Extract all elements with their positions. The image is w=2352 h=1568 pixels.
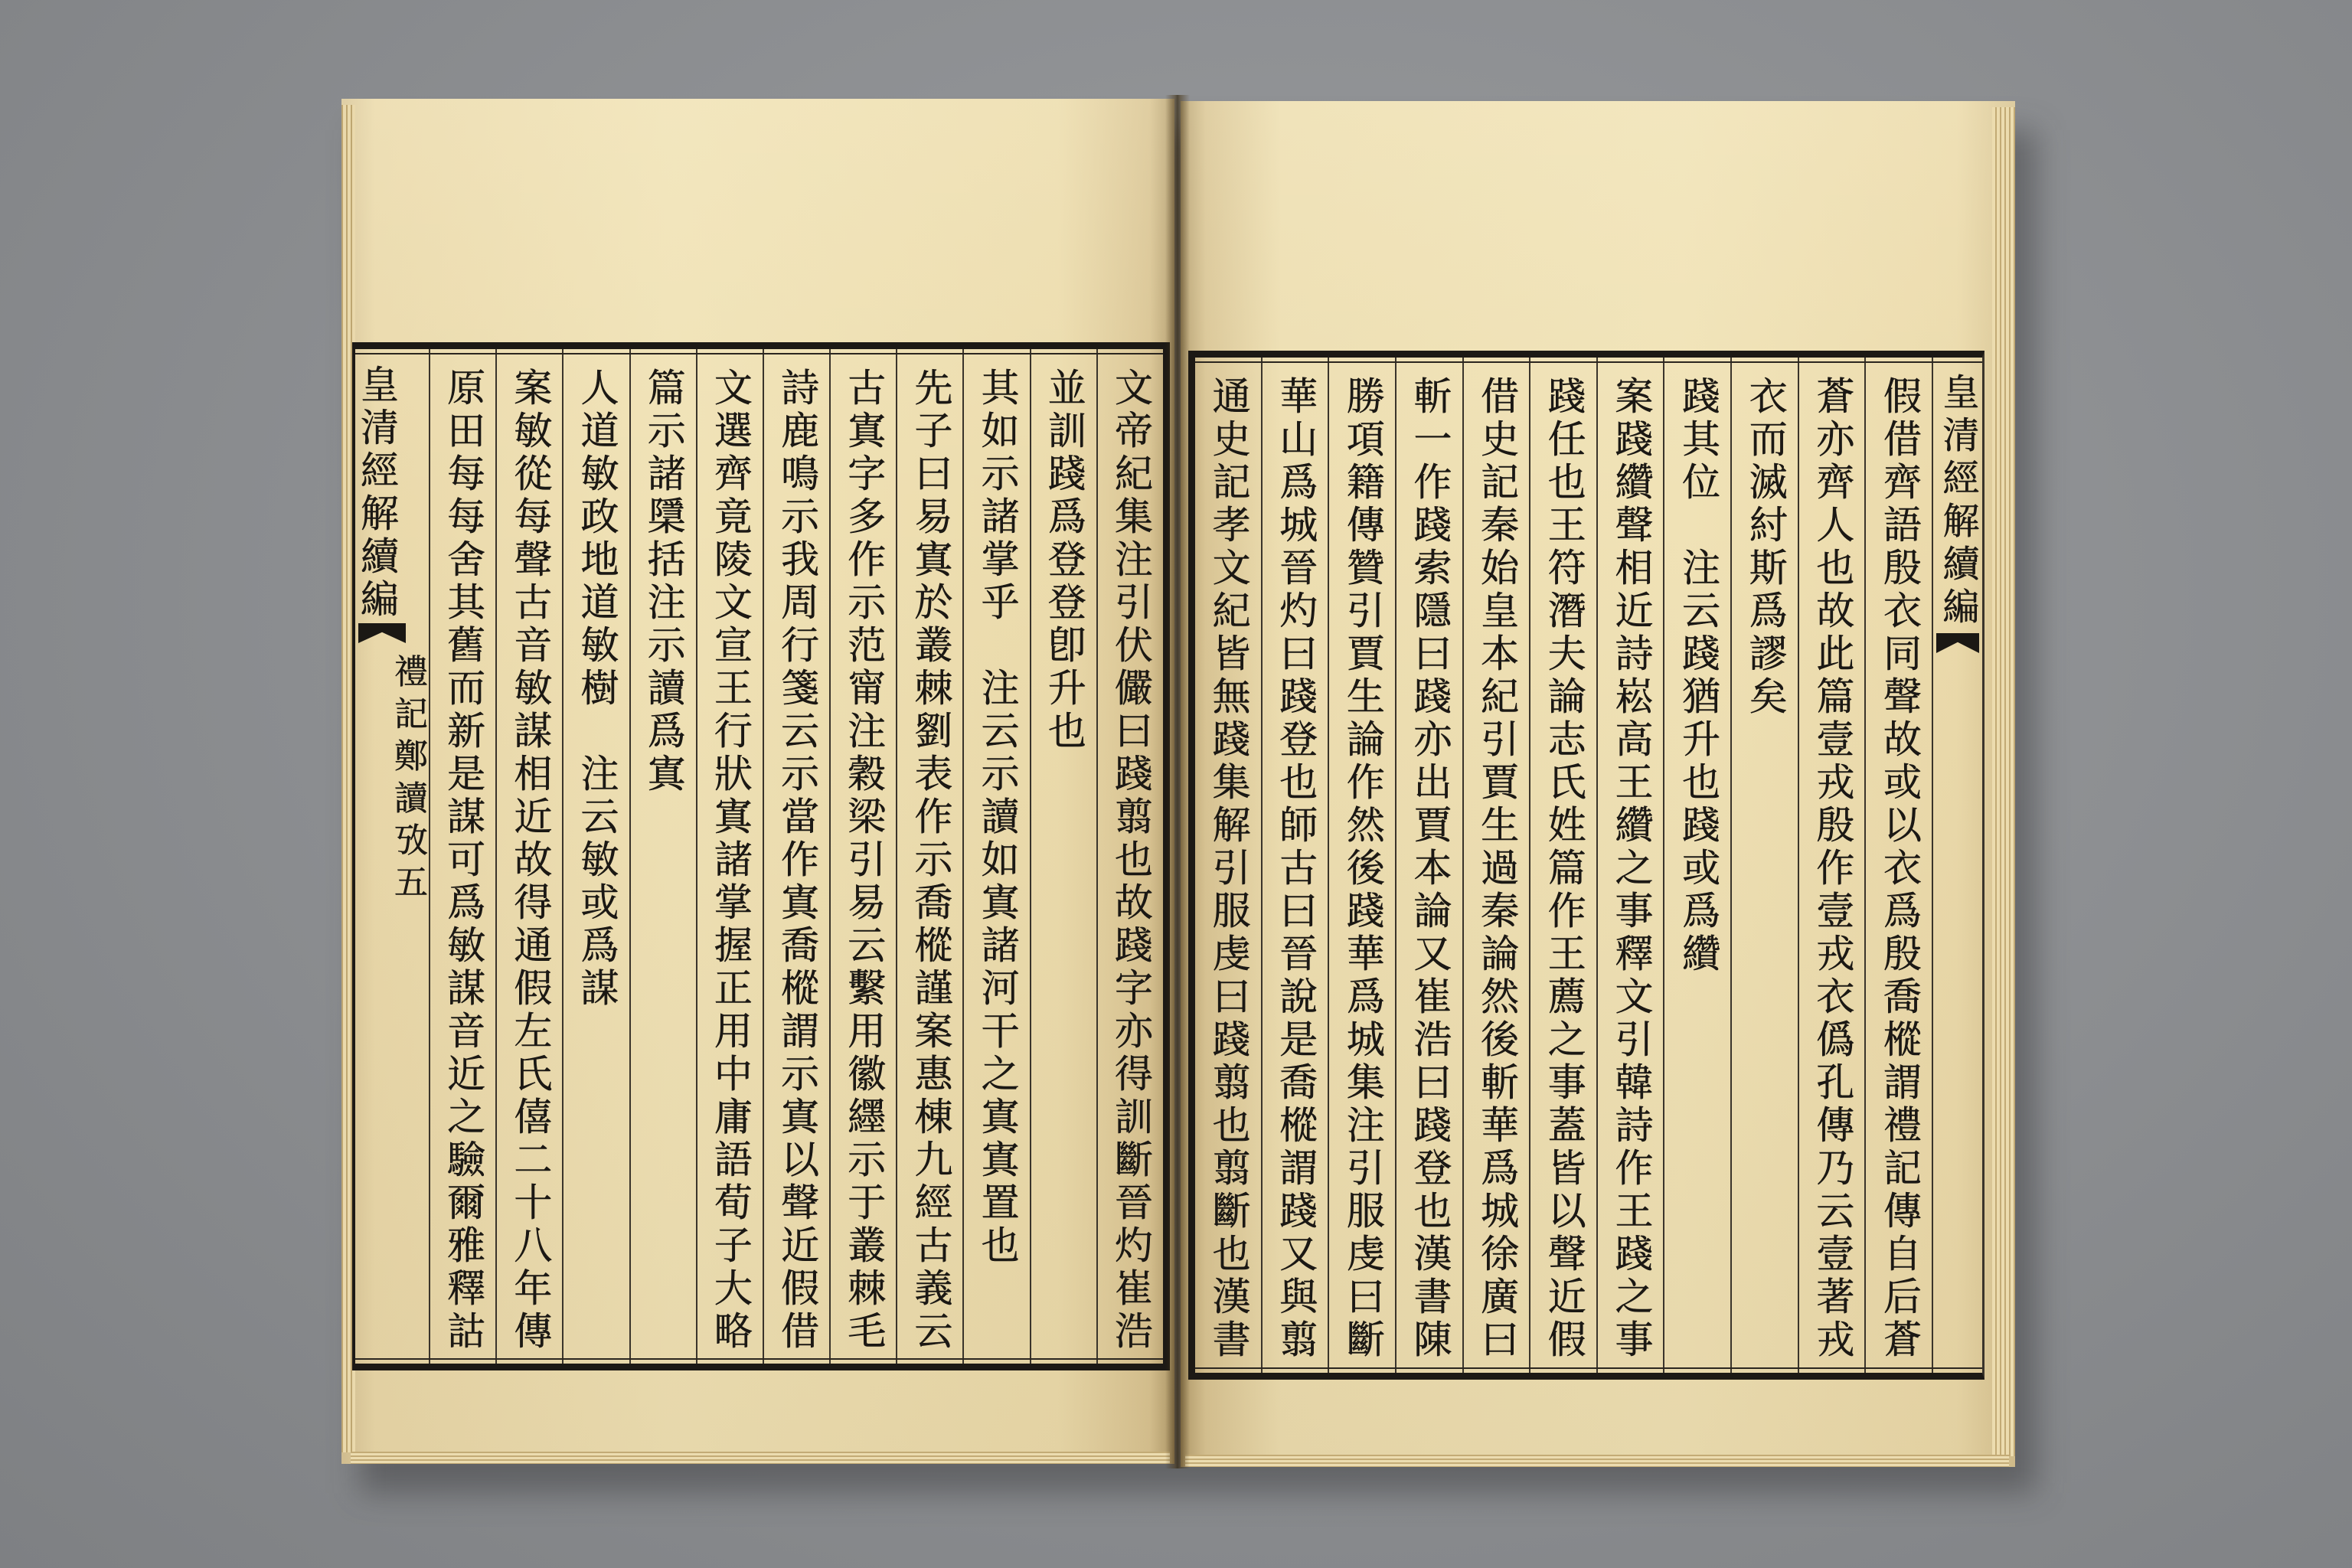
page-stack-bottom-edge — [1185, 1455, 2009, 1467]
text-column: 案敏從每聲古音敏謀相近故得通假左氏僖二十八年傳 — [495, 349, 562, 1364]
text-column: 並訓踐爲登登卽升也 — [1030, 349, 1096, 1364]
text-column: 蒼亦齊人也故此篇壹戎殷作壹戎衣僞孔傳乃云壹著戎 — [1799, 358, 1867, 1373]
text-column: 文選齊竟陵文宣王行狀寘諸掌握正用中庸語荀子大略 — [696, 349, 763, 1364]
fish-tail-mark — [358, 623, 406, 643]
book-spine-fold — [1165, 95, 1190, 1468]
left-page-center-margin — [355, 349, 429, 1364]
text-column: 斬一作踐索隱曰踐亦出賈本論又崔浩曰踐登也漢書陳 — [1396, 358, 1464, 1373]
right-page — [1181, 101, 2015, 1467]
left-page-text-frame — [352, 342, 1170, 1370]
right-page-text-frame — [1188, 351, 1984, 1380]
text-column: 勝項籍傳贊引賈生論作然後踐華爲城集注引服虔曰斷 — [1329, 358, 1396, 1373]
fish-tail-mark — [1936, 633, 1979, 653]
page-stack-edge — [1992, 107, 2015, 1456]
text-column: 假借齊語殷衣同聲故或以衣爲殷喬樅謂禮記傳自后蒼 — [1866, 358, 1933, 1373]
series-title: 皇清經解續編 — [354, 364, 399, 622]
text-column: 詩鹿鳴示我周行箋云示當作寘喬樅謂示寘以聲近假借 — [763, 349, 829, 1364]
chapter-title: 禮記鄭讀攷五 — [388, 654, 427, 906]
text-column: 通史記孝文紀皆無踐集解引服虔曰踐翦也翦斷也漢書 — [1195, 358, 1263, 1373]
right-page-center-margin — [1933, 358, 1982, 1373]
text-column: 原田每每舍其舊而新是謀可爲敏謀音近之驗爾雅釋詁 — [429, 349, 495, 1364]
text-column: 華山爲城晉灼曰踐登也師古曰晉說是喬樅謂踐又與翦 — [1263, 358, 1330, 1373]
text-column: 踐任也王符潛夫論志氏姓篇作王薦之事蓋皆以聲近假 — [1530, 358, 1598, 1373]
page-stack-bottom-edge — [351, 1452, 1170, 1464]
left-page-columns — [429, 349, 1163, 1364]
text-column: 其如示諸掌乎 注云示讀如寘諸河干之寘寘置也 — [962, 349, 1029, 1364]
series-title: 皇清經解續編 — [1936, 373, 1979, 630]
text-column: 案踐纘聲相近詩崧高王纘之事釋文引韓詩作王踐之事 — [1598, 358, 1665, 1373]
text-column: 篇示諸檃括注示讀爲寘 — [629, 349, 696, 1364]
text-column: 文帝紀集注引伏儼曰踐翦也故踐字亦得訓斷晉灼崔浩 — [1096, 349, 1163, 1364]
text-column: 踐其位 注云踐猶升也踐或爲纘 — [1664, 358, 1732, 1373]
text-column: 借史記秦始皇本紀引賈生過秦論然後斬華爲城徐廣曰 — [1464, 358, 1531, 1373]
text-column: 先子曰易寘於叢棘劉表作示喬樅謹案惠棟九經古義云 — [896, 349, 962, 1364]
right-page-columns — [1195, 358, 1933, 1373]
left-page — [341, 99, 1174, 1464]
text-column: 人道敏政地道敏樹 注云敏或爲謀 — [562, 349, 629, 1364]
text-column: 衣而滅紂斯爲謬矣 — [1732, 358, 1799, 1373]
text-column: 古寘字多作示范甯注穀梁引易云繫用徽纆示于叢棘毛 — [829, 349, 896, 1364]
